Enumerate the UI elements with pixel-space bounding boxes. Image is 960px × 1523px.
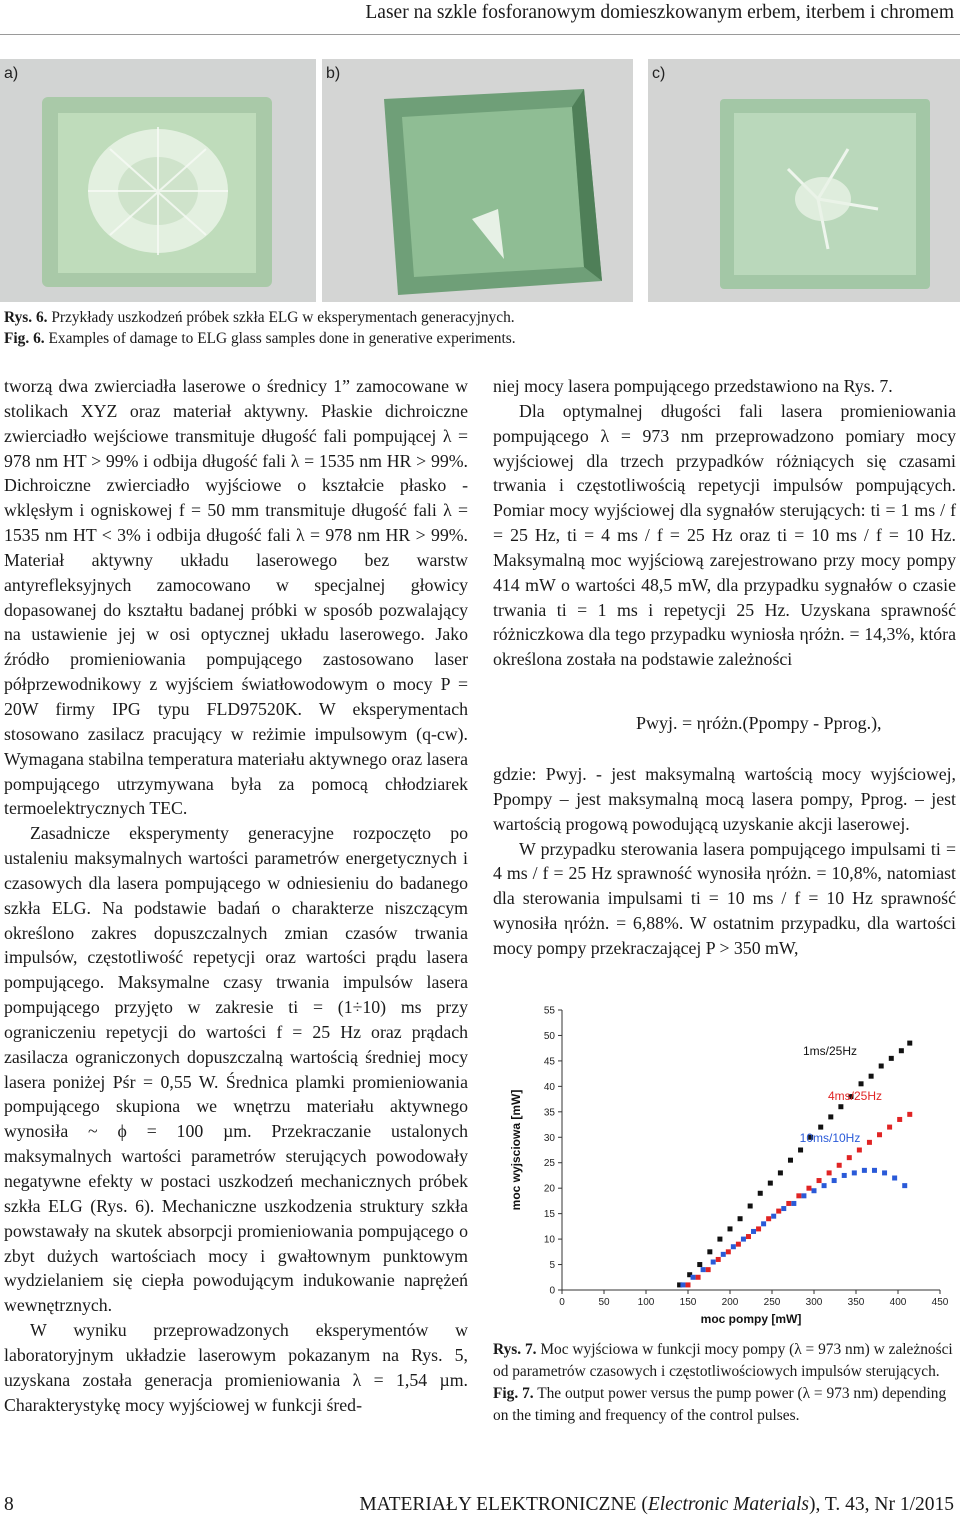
data-point-10ms10hz bbox=[801, 1193, 806, 1198]
legend-label-1ms25hz: 1ms/25Hz bbox=[802, 1044, 858, 1058]
glass-sample-photo-b bbox=[322, 59, 633, 302]
data-point-1ms25hz bbox=[899, 1048, 904, 1053]
left-paragraph-1: tworzą dwa zwierciadła laserowe o średnicy 1” zamocowane w stolikach XYZ oraz materiał aktywny. Płaskie dichroiczne zwierciadło wejściowe transmituje długość fali pompującej λ = 978 nm HT > 99% i odbija długość fali λ = 1535 nm HR > 99%. Dichroiczne zwierciadło wyjściowe o kształcie płasko - wklęsłym i ogniskowej f = 50 mm transmituje długość fali λ = 1535 nm HT < 3% i odbija długość fali λ = 978 nm HR > 99%. Materiał aktywny układu laserowego bez warstw antyrefleksyjnych zamocowano w specjalnej głowicy dopasowanej do kształtu badanej próbki w sposób pozwalający na ustawienie jej w osi optycznej układu laserowego. Jako źródło promieniowania pompującego zastosowano laser półprzewodnikowy z wyjściem światłowodowym o mocy P = 20W firmy IPG typu FLD97520K. W eksperymentach stosowano zasilacz pracujący w reżimie impulsowym (q-cw). Wymagana stabilna temperatura materiału aktywnego oraz lasera pompującego utrzymywana była za pomocą chłodziarek termoelektrycznych TEC. bbox=[4, 376, 468, 819]
data-point-10ms10hz bbox=[862, 1168, 867, 1173]
right-paragraph-1: niej mocy lasera pompującego przedstawiono na Rys. 7. bbox=[493, 376, 893, 396]
left-paragraph-2: Zasadnicze eksperymenty generacyjne rozpoczęto po ustaleniu maksymalnych wartości parametrów energetycznych i czasowych dla lasera pompującego w odniesieniu do badanego szkła ELG. Na podstawie badań o charakterze niszczącym określono zakres dopuszczalnych zmian czasów trwania impulsów, częstotliwość repetycji oraz wartości prądu lasera pompującego. Maksymalne czasy trwania impulsów lasera pompującego przyjęto w zakresie ti = (1÷10) ms przy ograniczeniu repetycji do wartości f = 25 Hz oraz prądach zasilacza ograniczonych dopuszczalną wartością średniej mocy lasera poniżej Pśr = 0,55 W. Średnica plamki promieniowania pompującego skupiona we wnętrzu materiału aktywnego wynosiła ~ ϕ = 100 µm. Przekraczanie ustalonych maksymalnych wartości parametrów sterujących powodowały negatywne efekty w postaci uszkodzeń mechanicznych próbek szkła ELG (Rys. 6). Mechaniczne uszkodzenia struktury szkła powstawały na skutek absorpcji promieniowania pompującego o zbyt dużych wartościach mocy i gwałtownym punktowym wydzielaniem się ciepła powodującym indukowanie naprężeń wewnętrznych. bbox=[4, 823, 468, 1316]
y-tick-label: 5 bbox=[549, 1260, 555, 1272]
data-point-1ms25hz bbox=[859, 1081, 864, 1086]
data-point-4ms25hz bbox=[837, 1163, 842, 1168]
chart-background bbox=[500, 1000, 955, 1330]
x-tick-label: 150 bbox=[679, 1297, 697, 1308]
data-point-4ms25hz bbox=[746, 1234, 751, 1239]
data-point-1ms25hz bbox=[907, 1041, 912, 1046]
data-point-10ms10hz bbox=[680, 1282, 685, 1287]
y-tick-label: 50 bbox=[543, 1030, 555, 1042]
data-point-4ms25hz bbox=[817, 1178, 822, 1183]
data-point-4ms25hz bbox=[847, 1155, 852, 1160]
data-point-4ms25hz bbox=[897, 1117, 902, 1122]
left-paragraph-3: W wyniku przeprowadzonych eksperymentów w laboratoryjnym układzie laserowym pokazanym na Rys. 5, uzyskana została generacja promieniowania λ = 1,54 µm. Charakterystykę mocy wyjściowej w funkcji śred- bbox=[4, 1320, 468, 1415]
x-tick-label: 0 bbox=[559, 1297, 565, 1308]
data-point-1ms25hz bbox=[788, 1158, 793, 1163]
running-header: Laser na szkle fosforanowym domieszkowanym erbem, iterbem i chromem bbox=[365, 2, 954, 23]
data-point-10ms10hz bbox=[711, 1260, 716, 1265]
data-point-4ms25hz bbox=[857, 1148, 862, 1153]
x-tick-label: 300 bbox=[805, 1297, 823, 1308]
panel-label-b: b) bbox=[326, 65, 341, 82]
data-point-10ms10hz bbox=[812, 1188, 817, 1193]
panel-label-a: a) bbox=[4, 65, 19, 82]
data-point-4ms25hz bbox=[827, 1170, 832, 1175]
data-point-4ms25hz bbox=[726, 1249, 731, 1254]
data-point-4ms25hz bbox=[756, 1226, 761, 1231]
data-point-4ms25hz bbox=[696, 1275, 701, 1280]
y-tick-label: 0 bbox=[549, 1285, 555, 1297]
data-point-1ms25hz bbox=[748, 1204, 753, 1209]
data-point-1ms25hz bbox=[778, 1170, 783, 1175]
y-tick-label: 15 bbox=[543, 1209, 555, 1221]
data-point-1ms25hz bbox=[728, 1226, 733, 1231]
y-tick-label: 45 bbox=[543, 1056, 555, 1068]
right-paragraph-3: gdzie: Pwyj. - jest maksymalną wartością mocy wyjściowej, Ppompy – jest maksymalną mocą lasera pompy, Pprog. – jest wartością progową powodującą uzyskanie akcji laserowej. bbox=[493, 764, 956, 834]
x-tick-label: 100 bbox=[637, 1297, 655, 1308]
figure6-caption-en: Fig. 6. Examples of damage to ELG glass samples done in generative experiments. bbox=[4, 330, 516, 347]
y-tick-label: 55 bbox=[543, 1005, 555, 1017]
data-point-4ms25hz bbox=[776, 1209, 781, 1214]
data-point-10ms10hz bbox=[781, 1206, 786, 1211]
glass-sample-photo-c bbox=[648, 59, 960, 302]
right-column-lower bbox=[493, 762, 956, 961]
data-point-4ms25hz bbox=[686, 1282, 691, 1287]
data-point-4ms25hz bbox=[736, 1242, 741, 1247]
data-point-4ms25hz bbox=[887, 1125, 892, 1130]
x-axis-title: moc pompy [mW] bbox=[700, 1312, 802, 1326]
data-point-4ms25hz bbox=[716, 1257, 721, 1262]
right-paragraph-2: Dla optymalnej długości fali lasera promieniowania pompującego λ = 973 nm przeprowadzono pomiary mocy wyjściowej dla trzech przypadków różniących się czasami trwania i częstotliwością repetycji impulsów pompujących. Pomiar mocy wyjściowej dla sygnałów sterujących: ti = 1 ms / f = 25 Hz, ti = 4 ms / f = 25 Hz oraz ti = 10 ms / f = 10 Hz. Maksymalną moc wyjściową zarejestrowano przy mocy pompy 414 mW o wartości 48,5 mW, dla przypadku sygnałów o czasie trwania ti = 1 ms i repetycji 25 Hz. Uzyskana sprawność różniczkowa dla tego przypadku wyniosła ηróżn. = 14,3%, która określona została na podstawie zależności bbox=[493, 400, 956, 670]
data-point-1ms25hz bbox=[818, 1125, 823, 1130]
data-point-4ms25hz bbox=[867, 1140, 872, 1145]
data-point-10ms10hz bbox=[832, 1178, 837, 1183]
x-tick-label: 350 bbox=[847, 1297, 865, 1308]
data-point-1ms25hz bbox=[869, 1074, 874, 1079]
data-point-4ms25hz bbox=[706, 1267, 711, 1272]
x-tick-label: 450 bbox=[931, 1297, 949, 1308]
y-axis-title: moc wyjsciowa [mW] bbox=[509, 1089, 523, 1211]
data-point-10ms10hz bbox=[822, 1183, 827, 1188]
legend-label-10ms10hz: 10ms/10Hz bbox=[799, 1131, 861, 1145]
data-point-1ms25hz bbox=[879, 1064, 884, 1069]
data-point-4ms25hz bbox=[796, 1193, 801, 1198]
y-tick-label: 10 bbox=[543, 1234, 555, 1246]
right-column bbox=[493, 374, 956, 672]
x-tick-label: 50 bbox=[598, 1297, 610, 1308]
data-point-1ms25hz bbox=[697, 1262, 702, 1267]
data-point-4ms25hz bbox=[766, 1216, 771, 1221]
y-tick-label: 30 bbox=[543, 1132, 555, 1144]
data-point-1ms25hz bbox=[889, 1056, 894, 1061]
x-tick-label: 400 bbox=[889, 1297, 907, 1308]
data-point-10ms10hz bbox=[741, 1237, 746, 1242]
data-point-10ms10hz bbox=[731, 1244, 736, 1249]
data-point-1ms25hz bbox=[838, 1104, 843, 1109]
y-tick-label: 35 bbox=[543, 1107, 555, 1119]
data-point-10ms10hz bbox=[691, 1275, 696, 1280]
figure6-panel-c bbox=[648, 59, 960, 302]
data-point-1ms25hz bbox=[798, 1148, 803, 1153]
data-point-4ms25hz bbox=[877, 1132, 882, 1137]
figure7-caption bbox=[493, 1339, 956, 1427]
glass-sample-photo-a bbox=[0, 59, 316, 302]
data-point-10ms10hz bbox=[892, 1176, 897, 1181]
data-point-4ms25hz bbox=[786, 1201, 791, 1206]
data-point-10ms10hz bbox=[872, 1168, 877, 1173]
right-paragraph-4: W przypadku sterowania lasera pompującego impulsami ti = 4 ms / f = 25 Hz sprawność wynosiła ηróżn. = 10,8%, natomiast dla sterowania impulsami ti = 10 ms / f = 10 Hz sprawność wynosiła ηróżn. = 6,88%. W ostatnim przypadku, dla wartości mocy pompy przekraczającej P > 350 mW, bbox=[493, 838, 956, 958]
figure7-caption-pl: Rys. 7. Moc wyjściowa w funkcji mocy pompy (λ = 973 nm) w zależności od parametrów czasowych i częstotliwościowych impulsów sterujących. bbox=[493, 1341, 953, 1380]
data-point-10ms10hz bbox=[791, 1201, 796, 1206]
page-number: 8 bbox=[4, 1494, 14, 1515]
data-point-1ms25hz bbox=[768, 1181, 773, 1186]
x-tick-label: 250 bbox=[763, 1297, 781, 1308]
y-tick-label: 20 bbox=[543, 1183, 555, 1195]
figure7-chart bbox=[500, 1000, 955, 1330]
data-point-10ms10hz bbox=[882, 1170, 887, 1175]
header-divider bbox=[0, 34, 960, 35]
data-point-10ms10hz bbox=[721, 1252, 726, 1257]
data-point-10ms10hz bbox=[771, 1214, 776, 1219]
legend-label-4ms25hz: 4ms/25Hz bbox=[827, 1089, 883, 1103]
y-tick-label: 40 bbox=[543, 1081, 555, 1093]
panel-label-c: c) bbox=[652, 65, 666, 82]
data-point-1ms25hz bbox=[707, 1249, 712, 1254]
figure6-panel-b bbox=[322, 59, 633, 302]
journal-footer: MATERIAŁY ELEKTRONICZNE (Electronic Materials), T. 43, Nr 1/2015 bbox=[359, 1494, 954, 1515]
figure6-caption-pl: Rys. 6. Przykłady uszkodzeń próbek szkła ELG w eksperymentach generacyjnych. bbox=[4, 309, 515, 326]
data-point-10ms10hz bbox=[701, 1267, 706, 1272]
left-column bbox=[4, 374, 468, 1417]
data-point-10ms10hz bbox=[751, 1229, 756, 1234]
figure6-panel-a bbox=[0, 59, 316, 302]
data-point-1ms25hz bbox=[828, 1114, 833, 1119]
x-tick-label: 200 bbox=[721, 1297, 739, 1308]
y-tick-label: 25 bbox=[543, 1158, 555, 1170]
data-point-10ms10hz bbox=[852, 1170, 857, 1175]
figure6-caption bbox=[4, 307, 704, 349]
data-point-1ms25hz bbox=[717, 1237, 722, 1242]
data-point-4ms25hz bbox=[806, 1186, 811, 1191]
figure7-caption-en: Fig. 7. The output power versus the pump power (λ = 973 nm) depending on the timing and frequency of the control pulses. bbox=[493, 1385, 947, 1424]
data-point-4ms25hz bbox=[907, 1112, 912, 1117]
data-point-10ms10hz bbox=[842, 1173, 847, 1178]
data-point-1ms25hz bbox=[758, 1191, 763, 1196]
data-point-10ms10hz bbox=[902, 1183, 907, 1188]
data-point-1ms25hz bbox=[738, 1216, 743, 1221]
efficiency-formula: Pwyj. = ηróżn.(Ppompy - Pprog.), bbox=[636, 713, 882, 733]
data-point-10ms10hz bbox=[761, 1221, 766, 1226]
